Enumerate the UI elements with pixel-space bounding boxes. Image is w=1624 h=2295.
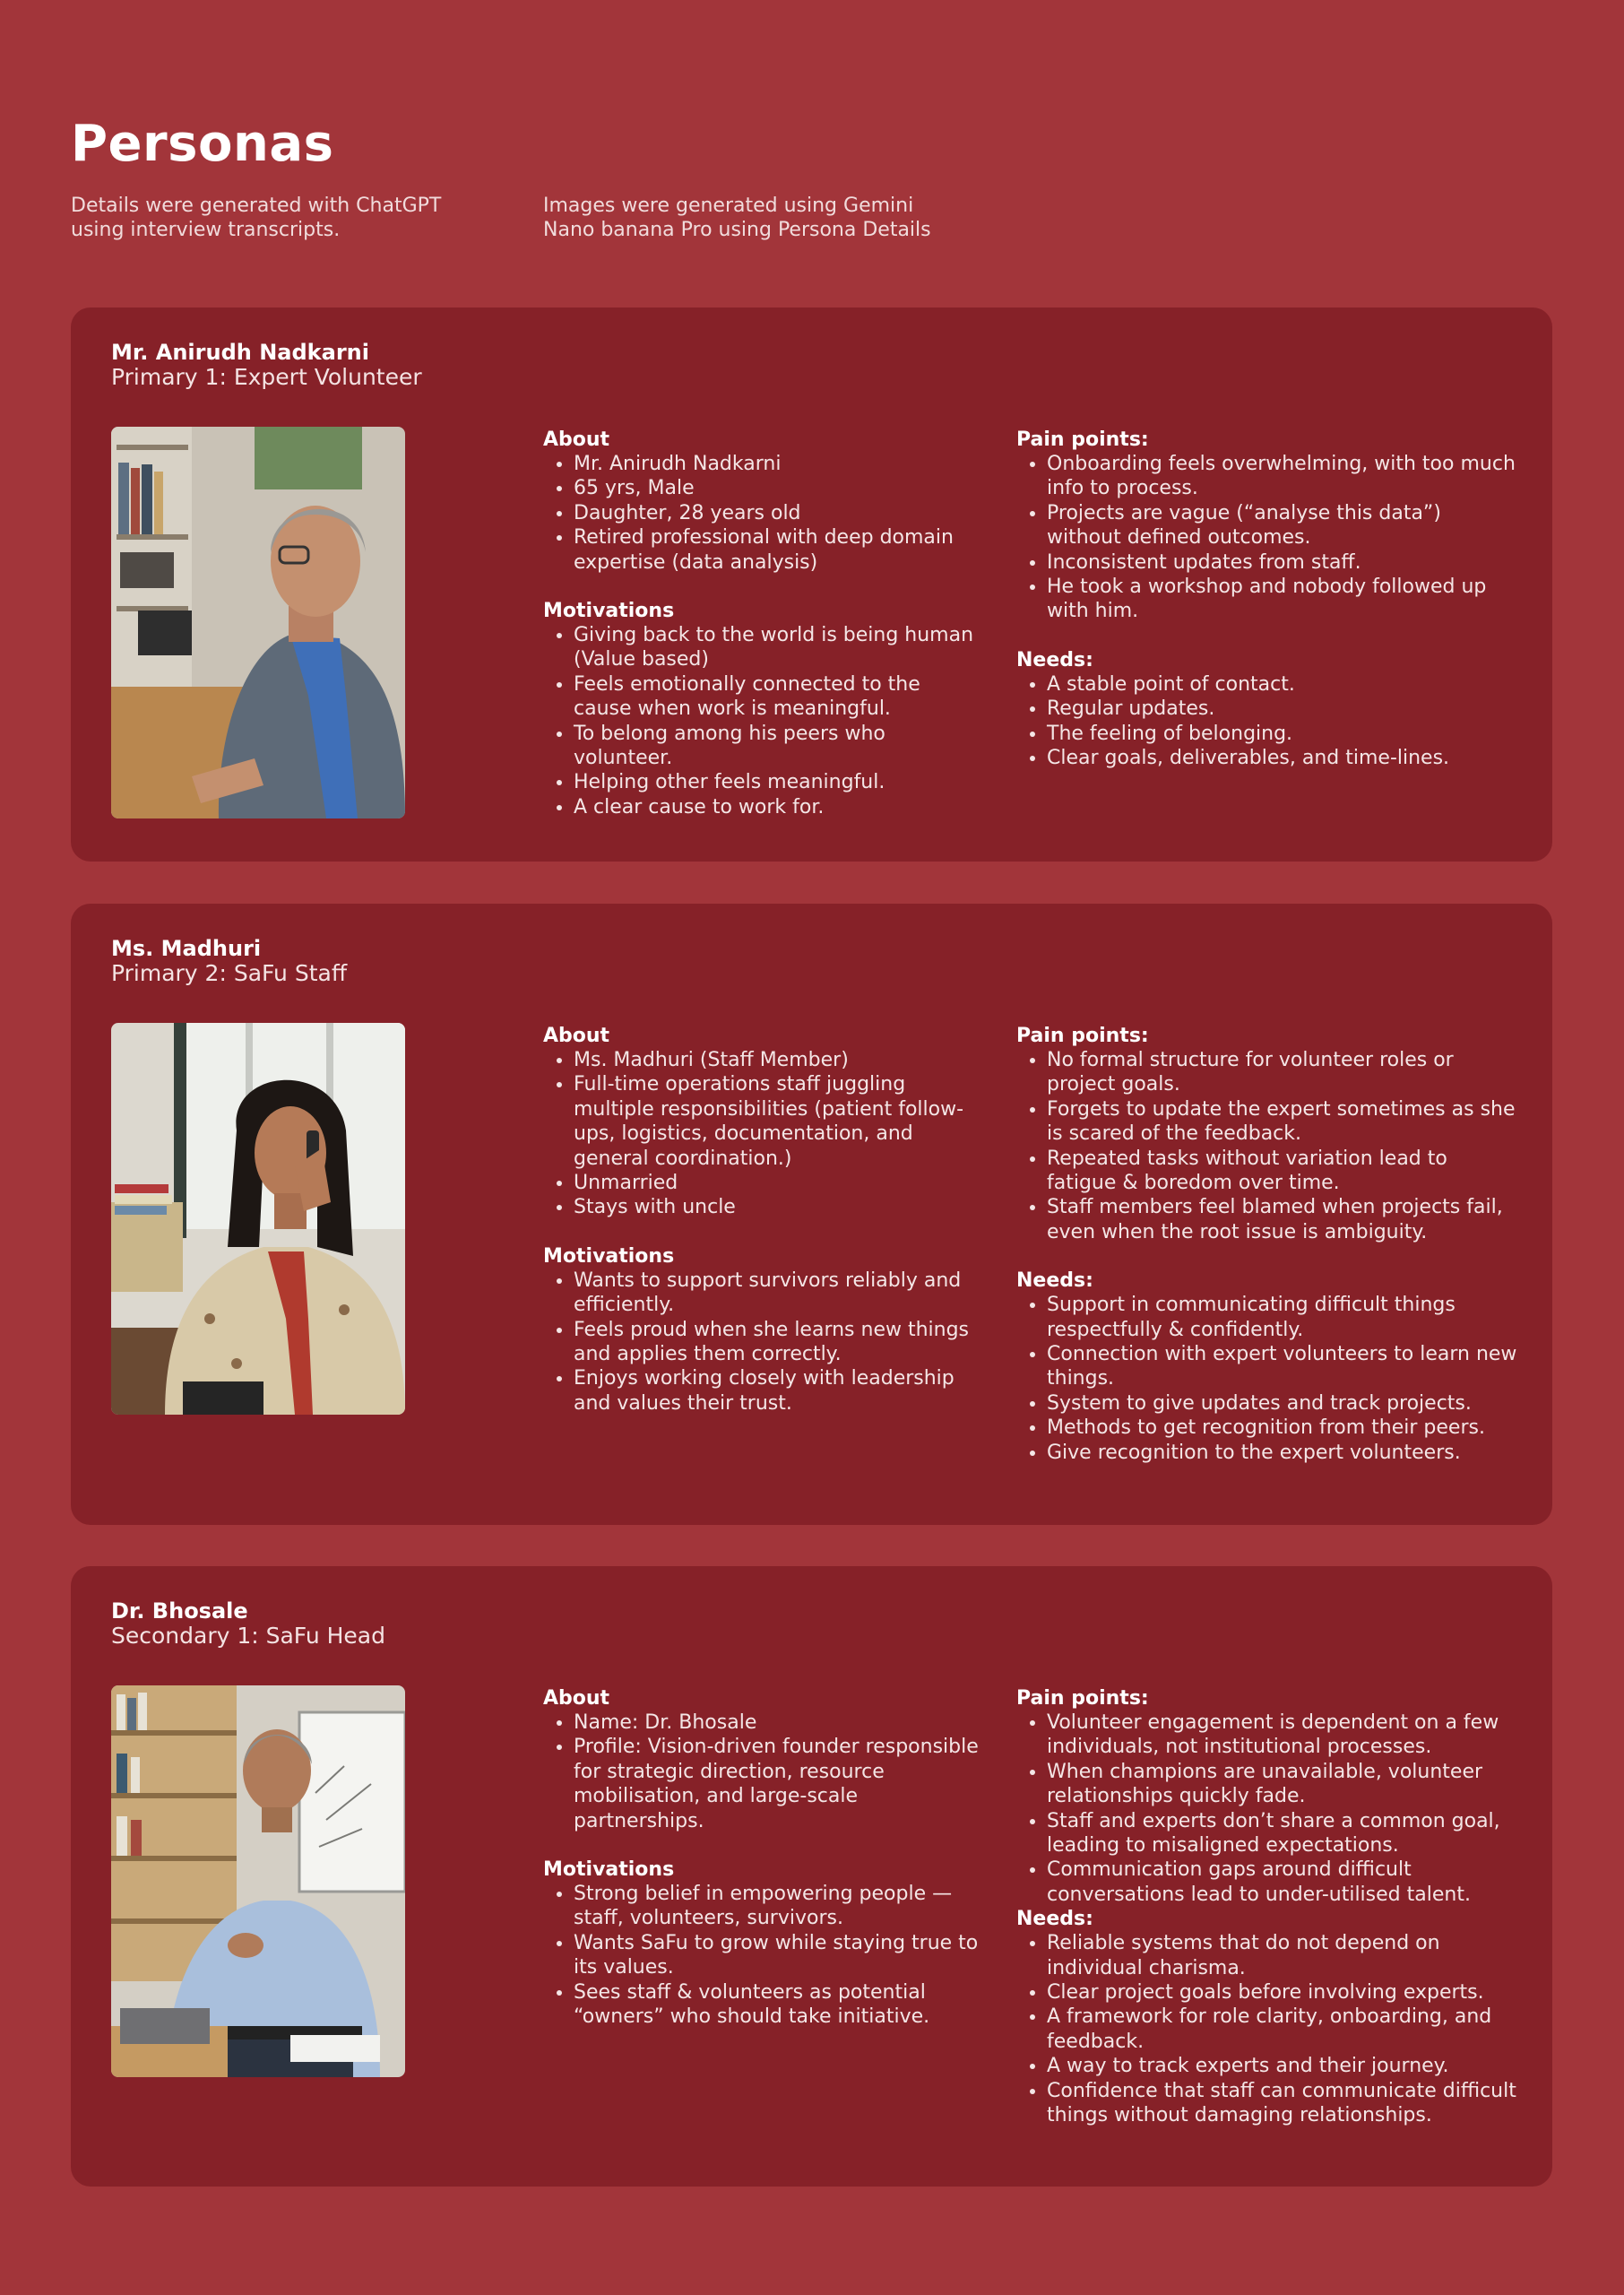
motivations-heading: Motivations xyxy=(543,1244,675,1268)
persona-role: Primary 1: Expert Volunteer xyxy=(111,364,422,390)
about-motivations-column xyxy=(543,1024,982,1416)
list-item: • Stays with uncle xyxy=(574,1195,982,1219)
list-item: • Clear project goals before involving experts. xyxy=(1047,1980,1518,2005)
expert-volunteer-portrait xyxy=(111,427,405,818)
list-item: • Regular updates. xyxy=(1047,697,1518,721)
list-item: • Mr. Anirudh Nadkarni xyxy=(574,452,982,476)
persona-photo xyxy=(111,1023,405,1415)
pain-points-list xyxy=(1016,1048,1518,1244)
list-item: • Give recognition to the expert volunteers. xyxy=(1047,1441,1518,1465)
pain-points-heading: Pain points: xyxy=(1016,1687,1149,1710)
list-item: • A framework for role clarity, onboarding, and feedback. xyxy=(1047,2005,1518,2054)
persona-photo xyxy=(111,1685,405,2077)
needs-section xyxy=(1016,1907,1518,2127)
list-item: • When champions are unavailable, volunteer relationships quickly fade. xyxy=(1047,1760,1518,1809)
persona-name: Mr. Anirudh Nadkarni xyxy=(111,340,369,365)
list-item: • Staff and experts don’t share a common goal, leading to misaligned expectations. xyxy=(1047,1809,1518,1858)
pain-points-heading: Pain points: xyxy=(1016,1025,1149,1047)
list-item: • Clear goals, deliverables, and time-lines. xyxy=(1047,746,1518,770)
pain-points-list xyxy=(1016,452,1518,624)
motivations-section xyxy=(543,599,982,819)
images-note: Images were generated using Gemini Nano banana Pro using Persona Details xyxy=(543,195,931,241)
list-item: • Repeated tasks without variation lead to fatigue & boredom over time. xyxy=(1047,1147,1518,1196)
persona-role: Secondary 1: SaFu Head xyxy=(111,1623,385,1649)
list-item: • No formal structure for volunteer roles or project goals. xyxy=(1047,1048,1518,1097)
pain-points-section xyxy=(1016,1024,1518,1244)
list-item: • Unmarried xyxy=(574,1171,982,1195)
pain-needs-column xyxy=(1016,1686,1518,2128)
persona-name: Ms. Madhuri xyxy=(111,936,262,961)
list-item: • Connection with expert volunteers to learn new things. xyxy=(1047,1342,1518,1391)
motivations-section xyxy=(543,1244,982,1416)
persona-card xyxy=(71,307,1552,862)
list-item: • Onboarding feels overwhelming, with too much info to process. xyxy=(1047,452,1518,501)
list-item: • Wants SaFu to grow while staying true to its values. xyxy=(574,1931,982,1980)
list-item: • 65 yrs, Male xyxy=(574,476,982,500)
motivations-list xyxy=(543,1882,982,2029)
list-item: • Name: Dr. Bhosale xyxy=(574,1710,982,1735)
about-section xyxy=(543,1024,982,1220)
persona-name: Dr. Bhosale xyxy=(111,1598,248,1624)
persona-card xyxy=(71,1566,1552,2187)
list-item: • A clear cause to work for. xyxy=(574,795,982,819)
list-item: • Daughter, 28 years old xyxy=(574,501,982,525)
list-item: • Projects are vague (“analyse this data”) without defined outcomes. xyxy=(1047,501,1518,550)
list-item: • Giving back to the world is being human (Value based) xyxy=(574,623,982,672)
details-note: Details were generated with ChatGPT using interview transcripts. xyxy=(71,195,442,241)
page-title: Personas xyxy=(71,115,334,173)
list-item: • A stable point of contact. xyxy=(1047,672,1518,697)
list-item: • Communication gaps around difficult conversations lead to under-utilised talent. xyxy=(1047,1858,1518,1907)
about-list xyxy=(543,452,982,575)
needs-section xyxy=(1016,648,1518,771)
needs-list xyxy=(1016,672,1518,771)
list-item: • Profile: Vision-driven founder responsible for strategic direction, resource mobilisation, and large-scale partnerships. xyxy=(574,1735,982,1833)
needs-heading: Needs: xyxy=(1016,1908,1093,1931)
about-heading: About xyxy=(543,1687,610,1710)
list-item: • Volunteer engagement is dependent on a few individuals, not institutional processes. xyxy=(1047,1710,1518,1760)
list-item: • Support in communicating difficult things respectfully & confidently. xyxy=(1047,1293,1518,1342)
pain-points-list xyxy=(1016,1710,1518,1907)
list-item: • Feels emotionally connected to the cause when work is meaningful. xyxy=(574,672,982,722)
persona-role: Primary 2: SaFu Staff xyxy=(111,960,348,986)
list-item: • Wants to support survivors reliably and efficiently. xyxy=(574,1269,982,1318)
list-item: • Sees staff & volunteers as potential “owners” who should take initiative. xyxy=(574,1980,982,2030)
about-heading: About xyxy=(543,429,610,451)
motivations-section xyxy=(543,1858,982,2029)
persona-photo xyxy=(111,427,405,818)
list-item: • Reliable systems that do not depend on individual charisma. xyxy=(1047,1931,1518,1980)
list-item: • Confidence that staff can communicate difficult things without damaging relationships. xyxy=(1047,2079,1518,2128)
about-list xyxy=(543,1048,982,1220)
staff-member-portrait xyxy=(111,1023,405,1415)
list-item: • Enjoys working closely with leadership and values their trust. xyxy=(574,1366,982,1416)
pain-points-heading: Pain points: xyxy=(1016,429,1149,451)
list-item: • To belong among his peers who volunteer. xyxy=(574,722,982,771)
motivations-heading: Motivations xyxy=(543,1858,675,1882)
list-item: • Full-time operations staff juggling multiple responsibilities (patient follow-ups, logistics, documentation, and general coordination.) xyxy=(574,1072,982,1171)
list-item: • System to give updates and track projects. xyxy=(1047,1391,1518,1416)
about-motivations-column xyxy=(543,428,982,819)
needs-heading: Needs: xyxy=(1016,648,1093,671)
about-motivations-column xyxy=(543,1686,982,2029)
list-item: • Retired professional with deep domain expertise (data analysis) xyxy=(574,525,982,575)
list-item: • Strong belief in empowering people — staff, volunteers, survivors. xyxy=(574,1882,982,1931)
list-item: • Helping other feels meaningful. xyxy=(574,770,982,794)
about-list xyxy=(543,1710,982,1833)
needs-heading: Needs: xyxy=(1016,1269,1093,1293)
pain-points-section xyxy=(1016,428,1518,624)
list-item: • Inconsistent updates from staff. xyxy=(1047,550,1518,575)
pain-needs-column xyxy=(1016,1024,1518,1465)
list-item: • He took a workshop and nobody followed up with him. xyxy=(1047,575,1518,624)
pain-points-section xyxy=(1016,1686,1518,1907)
needs-list xyxy=(1016,1931,1518,2127)
needs-section xyxy=(1016,1269,1518,1465)
list-item: • The feeling of belonging. xyxy=(1047,722,1518,746)
list-item: • A way to track experts and their journey. xyxy=(1047,2054,1518,2078)
motivations-list xyxy=(543,623,982,819)
list-item: • Staff members feel blamed when projects fail, even when the root issue is ambiguity. xyxy=(1047,1195,1518,1244)
list-item: • Feels proud when she learns new things and applies them correctly. xyxy=(574,1318,982,1367)
about-section xyxy=(543,1686,982,1833)
list-item: • Forgets to update the expert sometimes as she is scared of the feedback. xyxy=(1047,1097,1518,1147)
about-section xyxy=(543,428,982,575)
needs-list xyxy=(1016,1293,1518,1465)
motivations-heading: Motivations xyxy=(543,600,675,623)
motivations-list xyxy=(543,1269,982,1416)
about-heading: About xyxy=(543,1025,610,1047)
pain-needs-column xyxy=(1016,428,1518,770)
list-item: • Methods to get recognition from their peers. xyxy=(1047,1416,1518,1440)
persona-card xyxy=(71,904,1552,1525)
list-item: • Ms. Madhuri (Staff Member) xyxy=(574,1048,982,1072)
safu-head-portrait xyxy=(111,1685,405,2077)
